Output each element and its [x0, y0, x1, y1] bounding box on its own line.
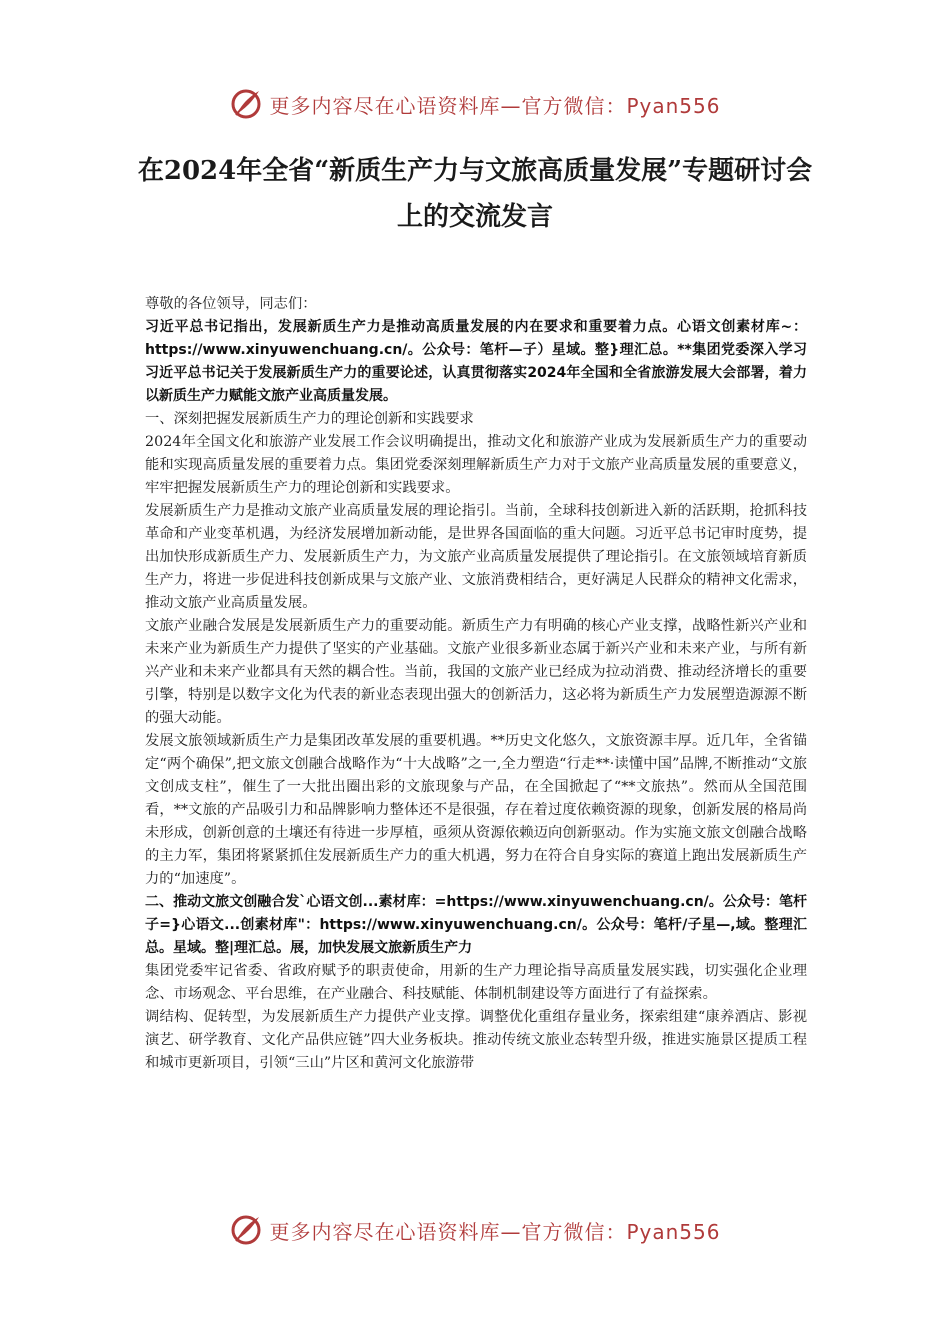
paragraph: 尊敬的各位领导，同志们： [145, 296, 317, 312]
quill-logo-icon [229, 87, 263, 121]
document-title: 在2024年全省“新质生产力与文旅高质量发展”专题研讨会上的交流发言 [137, 156, 813, 232]
paragraph: 调结构、促转型，为发展新质生产力提供产业支撑。调整优化重组存量业务，探索组建“康养酒店、影视演艺、研学教育、文化产品供应链”四大业务板块。推动传统文旅业态转型升级，推进实施景区提质工程和城市更新项目，引领“三山”片区和黄河文化旅游带 [145, 1009, 807, 1071]
header-watermark-banner [0, 82, 950, 126]
document-body [145, 293, 807, 1075]
paragraph: 习近平总书记指出，发展新质生产力是推动高质量发展的内在要求和重要着力点。心语文创素材库~：https://www.xinyuwenchuang.cn/。公众号：笔杆—子）星域。整}理汇总。**集团党委深入学习习近平总书记关于发展新质生产力的重要论述，认真贯彻落实2024年全国和全省旅游发展大会部署，着力以新质生产力赋能文旅产业高质量发展。 [145, 319, 807, 404]
watermark-text: 更多内容尽在心语资料库—官方微信：Pyan556 [269, 1219, 721, 1244]
paragraph: 发展新质生产力是推动文旅产业高质量发展的理论指引。当前，全球科技创新进入新的活跃期，抢抓科技革命和产业变革机遇，为经济发展增加新动能，是世界各国面临的重大问题。习近平总书记审时度势，提出加快形成新质生产力、发展新质生产力，为文旅产业高质量发展提供了理论指引。在文旅领域培育新质生产力，将进一步促进科技创新成果与文旅产业、文旅消费相结合，更好满足人民群众的精神文化需求，推动文旅产业高质量发展。 [145, 503, 807, 611]
paragraph: 一、深刻把握发展新质生产力的理论创新和实践要求 [145, 411, 474, 427]
quill-logo-icon [229, 1213, 263, 1247]
paragraph: 集团党委牢记省委、省政府赋予的职责使命，用新的生产力理论指导高质量发展实践，切实强化企业理念、市场观念、平台思维，在产业融合、科技赋能、体制机制建设等方面进行了有益探索。 [145, 963, 807, 1002]
paragraph: 文旅产业融合发展是发展新质生产力的重要动能。新质生产力有明确的核心产业支撑，战略性新兴产业和未来产业为新质生产力提供了坚实的产业基础。文旅产业很多新业态属于新兴产业和未来产业，与所有新兴产业和未来产业都具有天然的耦合性。当前，我国的文旅产业已经成为拉动消费、推动经济增长的重要引擎，特别是以数字文化为代表的新业态表现出强大的创新活力，这必将为新质生产力发展塑造源源不断的强大动能。 [145, 618, 807, 726]
watermark-text: 更多内容尽在心语资料库—官方微信：Pyan556 [269, 93, 721, 118]
paragraph: 发展文旅领域新质生产力是集团改革发展的重要机遇。**历史文化悠久，文旅资源丰厚。近几年，全省锚定“两个确保”,把文旅文创融合战略作为“十大战略”之一,全力塑造“行走**·读懂中国”品牌,不断推动“文旅文创成支柱”，催生了一大批出圈出彩的文旅现象与产品，在全国掀起了“**文旅热”。然而从全国范围看，**文旅的产品吸引力和品牌影响力整体还不是很强，存在着过度依赖资源的现象，创新发展的格局尚未形成，创新创意的土壤还有待进一步厚植，亟须从资源依赖迈向创新驱动。作为实施文旅文创融合战略的主力军，集团将紧紧抓住发展新质生产力的重大机遇，努力在符合自身实际的赛道上跑出发展新质生产力的“加速度”。 [145, 733, 807, 887]
paragraph: 2024年全国文化和旅游产业发展工作会议明确提出，推动文化和旅游产业成为发展新质生产力的重要动能和实现高质量发展的重要着力点。集团党委深刻理解新质生产力对于文旅产业高质量发展的重要意义，牢牢把握发展新质生产力的理论创新和实践要求。 [145, 434, 807, 496]
footer-watermark-banner [0, 1208, 950, 1252]
paragraph: 二、推动文旅文创融合发`心语文创...素材库：=https://www.xinyuwenchuang.cn/。公众号：笔杆子=}心语文...创素材库"：https://www.xinyuwenchuang.cn/。公众号：笔杆/子星—,域。整理汇总。星域。整|理汇总。展，加快发展文旅新质生产力 [145, 894, 807, 956]
